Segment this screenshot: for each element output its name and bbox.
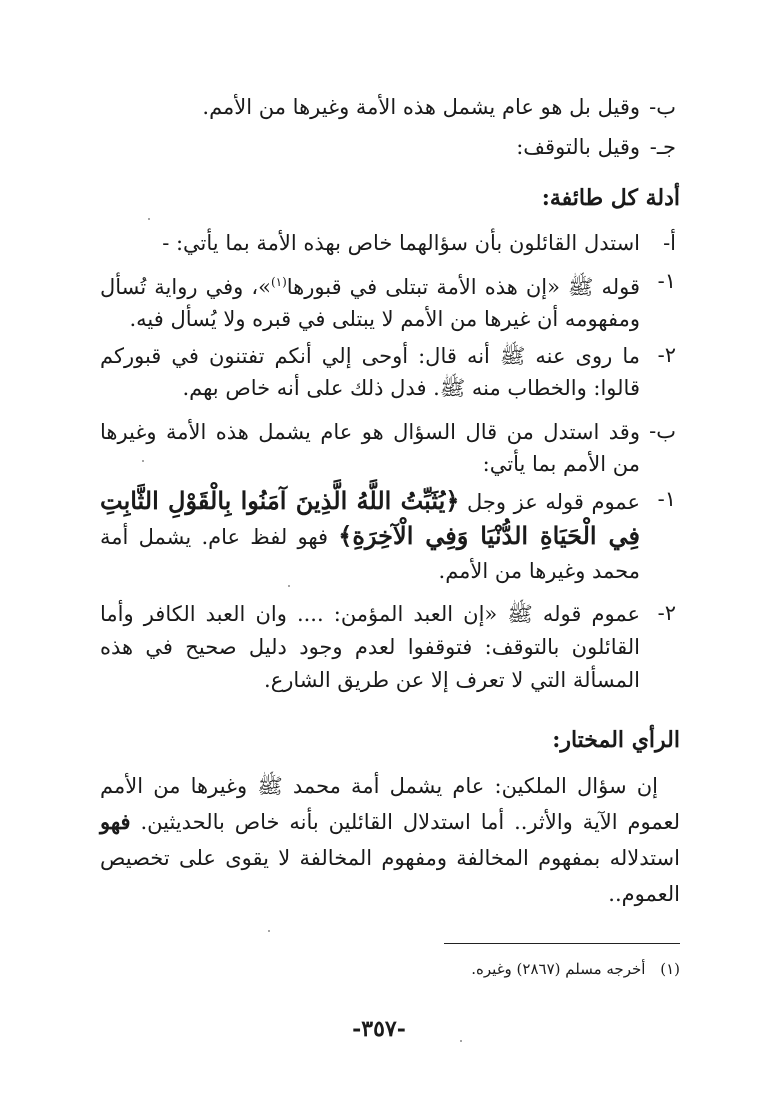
group-a-intro (0, 228, 758, 258)
section-heading-evidence: أدلة كل طائفة: (541, 185, 680, 211)
footnote-separator (444, 943, 680, 944)
paragraph-bold: فهو (100, 809, 131, 834)
group-a-item-1 (0, 266, 758, 330)
paragraph-text: إن سؤال الملكين: عام يشمل أمة محمد ﷺ وغيرها من الأمم لعموم الآية والأثر.. أما استدلال القائلين بأنه خاص بالحديثين. (100, 774, 680, 834)
group-b-item-1 (0, 484, 758, 594)
paragraph-text-after: استدلاله بمفهوم المخالفة ومفهوم المخالفة لا يقوى على تخصيص العموم.. (100, 846, 680, 906)
group-a-marker: أ- (663, 231, 676, 255)
quran-verse: ﴿يُثَبِّتُ اللَّهُ الَّذِينَ آمَنُوا بِالْقَوْلِ الثَّابِتِ فِي الْحَيَاةِ الدُّنْيَا وَفِي الْآخِرَةِ﴾ (100, 486, 640, 550)
section-heading-chosen: الرأي المختار: (552, 727, 680, 753)
item-text-before: قوله ﷺ «إن هذه الأمة تبتلى في قبورها (286, 275, 640, 299)
scan-speck (268, 930, 270, 932)
item-text (100, 484, 640, 588)
item-marker: ١- (657, 269, 676, 293)
opinion-marker: جـ- (649, 135, 676, 159)
item-text (100, 266, 640, 335)
item-text-after: فهو لفظ عام. يشمل أمة محمد وغيرها من الأمم. (100, 525, 640, 583)
item-marker: ٢- (657, 601, 676, 625)
scan-speck (460, 1040, 462, 1042)
item-text: ما روى عنه ﷺ أنه قال: أوحى إلي أنكم تفتنون في قبوركم قالوا: والخطاب منه ﷺ. فدل ذلك على أنه خاص بهم. (100, 344, 640, 400)
opinion-text: وقيل بالتوقف: (516, 135, 640, 159)
opinion-item (0, 132, 758, 162)
footnote-text: أخرجه مسلم (٢٨٦٧) وغيره. (471, 960, 646, 978)
group-a-item-2 (0, 340, 758, 404)
item-text: عموم قوله ﷺ «إن العبد المؤمن: .... وان العبد الكافر وأما القائلون بالتوقف: فتوقفوا لعدم وجود دليل صحيح في هذه المسألة التي لا تعرف إلا عن طريق الشارع. (100, 602, 640, 692)
opinion-text: وقيل بل هو عام يشمل هذه الأمة وغيرها من الأمم. (202, 95, 640, 119)
chosen-opinion-paragraph (100, 768, 680, 912)
scan-speck (148, 218, 150, 220)
item-marker: ٢- (657, 343, 676, 367)
group-b-item-2 (0, 598, 758, 698)
scan-speck (142, 460, 144, 462)
scan-speck (288, 585, 290, 587)
opinion-item (0, 92, 758, 122)
group-b-intro (0, 416, 758, 480)
footnote-number: (١) (660, 960, 680, 978)
item-text-after: »، وفي رواية تُسأل ومفهومه أن غيرها من الأمم لا يبتلى في قبره ولا يُسأل فيه. (100, 275, 640, 331)
opinion-marker: ب- (649, 95, 676, 119)
footnote (471, 958, 680, 980)
item-text-before: عموم قوله عز وجل (466, 490, 640, 514)
footnote-ref[interactable]: (١) (270, 275, 287, 289)
group-a-intro-text: استدل القائلون بأن سؤالهما خاص بهذه الأمة بما يأتي: - (162, 231, 640, 255)
page-number: -٣٥٧- (352, 1016, 406, 1042)
item-marker: ١- (657, 487, 676, 511)
group-b-marker: ب- (649, 419, 676, 443)
group-b-intro-text: وقد استدل من قال السؤال هو عام يشمل هذه الأمة وغيرها من الأمم بما يأتي: (100, 420, 640, 476)
